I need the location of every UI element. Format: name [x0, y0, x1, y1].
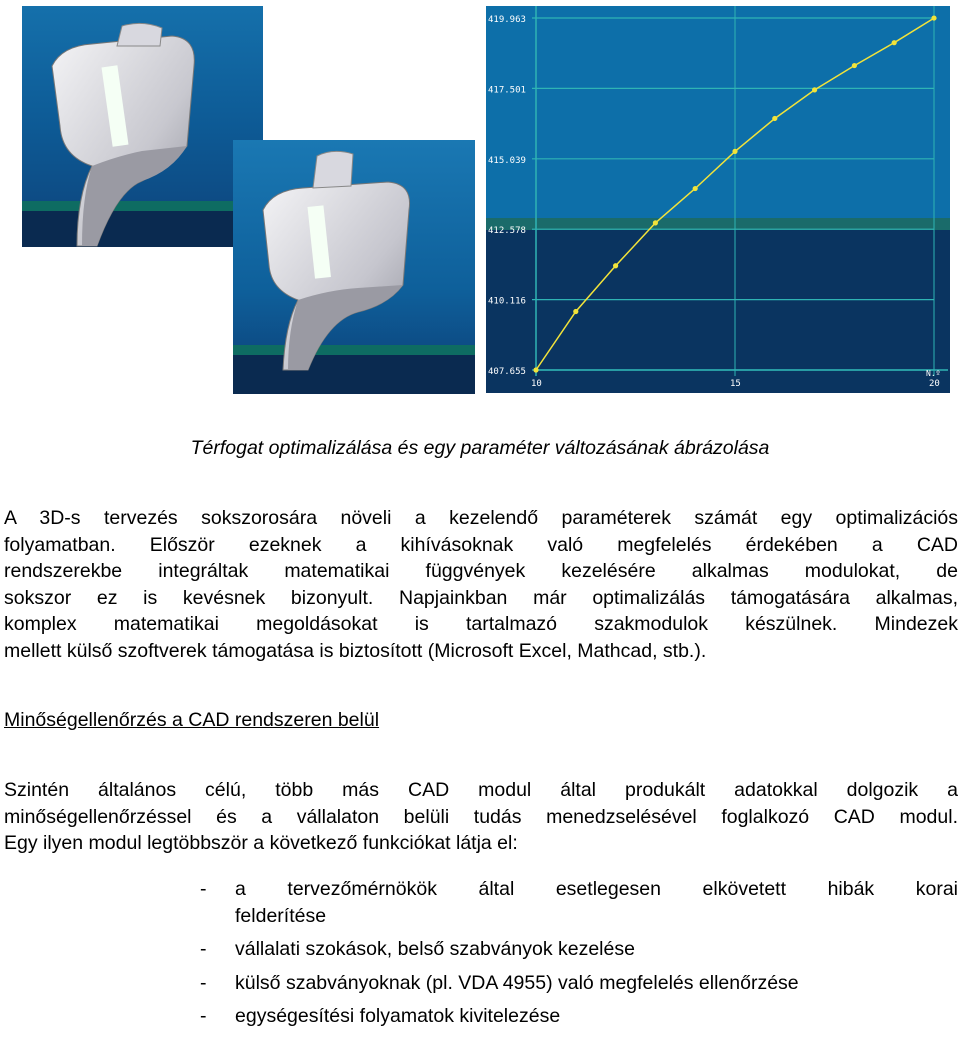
paragraph-line: mellett külső szoftverek támogatása is biztosított (Microsoft Excel, Mathcad, stb.). [4, 639, 707, 662]
data-point [931, 15, 936, 20]
y-tick-label: 410.116 [488, 296, 526, 307]
list-dash: - [200, 878, 207, 900]
chart-background-top [486, 6, 950, 218]
list-item-line: a tervezőmérnökök által esetlegesen elkövetett hibák korai [235, 878, 958, 900]
list-item [200, 1003, 958, 1030]
y-tick-label: 412.578 [488, 226, 526, 237]
chart-background-bottom [486, 230, 950, 393]
data-point [613, 263, 618, 268]
paragraph-line: Egy ilyen modul legtöbbször a következő funkciókat látja el: [4, 832, 518, 854]
x-tick-label: 15 [730, 379, 741, 389]
paragraph-line: komplex matematikai megoldásokat is tartalmazó szakmodulok készülnek. Mindezek [4, 613, 958, 635]
list-dash: - [200, 938, 207, 960]
cad-model-image-1 [22, 6, 263, 247]
y-tick-label: 417.501 [488, 85, 526, 96]
paragraph-optimization [4, 505, 958, 664]
paragraph-line: A 3D-s tervezés sokszorosára növeli a kezelendő paraméterek számát egy optimalizációs [4, 507, 958, 529]
y-tick-label: 419.963 [488, 15, 526, 25]
paragraph-line: Szintén általános célú, több más CAD modul által produkált adatokkal dolgozik a [4, 779, 958, 801]
x-axis-label: N.º [926, 369, 941, 378]
list-item-line: felderítése [235, 904, 327, 927]
parameter-chart [486, 6, 950, 393]
data-point [732, 149, 737, 154]
y-tick-label: 415.039 [488, 155, 526, 166]
data-point [533, 367, 538, 372]
list-item-line: egységesítési folyamatok kivitelezése [235, 1005, 561, 1027]
paragraph-quality [4, 777, 958, 857]
data-point [892, 40, 897, 45]
list-item [200, 936, 958, 963]
list-dash: - [200, 971, 207, 994]
data-point [852, 63, 857, 68]
data-point [693, 186, 698, 191]
data-point [573, 309, 578, 314]
paragraph-line: minőségellenőrzéssel és a vállalaton belüli tudás menedzselésével foglalkozó CAD modul. [4, 805, 958, 828]
cad-model-image-2 [233, 140, 475, 394]
list-item [200, 876, 958, 929]
y-tick-label: 407.655 [488, 367, 526, 377]
data-point [812, 87, 817, 92]
function-list [200, 876, 958, 1037]
data-point [772, 116, 777, 121]
list-dash: - [200, 1005, 207, 1027]
figure-caption: Térfogat optimalizálása és egy paraméter változásának ábrázolása [190, 437, 770, 459]
x-tick-label: 20 [929, 379, 940, 389]
list-item-line: külső szabványoknak (pl. VDA 4955) való megfelelés ellenőrzése [235, 971, 799, 994]
list-item [200, 970, 958, 997]
paragraph-line: rendszerekbe integráltak matematikai függvények kezelésére alkalmas modulokat, de [4, 560, 958, 582]
list-item-line: vállalati szokások, belső szabványok kezelése [235, 938, 635, 960]
data-point [653, 220, 658, 225]
x-tick-label: 10 [531, 379, 542, 389]
section-heading: Minőségellenőrzés a CAD rendszeren belül [4, 709, 380, 731]
chart-background-band [486, 218, 950, 230]
paragraph-line: folyamatban. Először ezeknek a kihívásoknak való megfelelés érdekében a CAD [4, 533, 958, 556]
paragraph-line: sokszor ez is kevésnek bizonyult. Napjainkban már optimalizálás támogatására alkalmas, [4, 586, 958, 609]
